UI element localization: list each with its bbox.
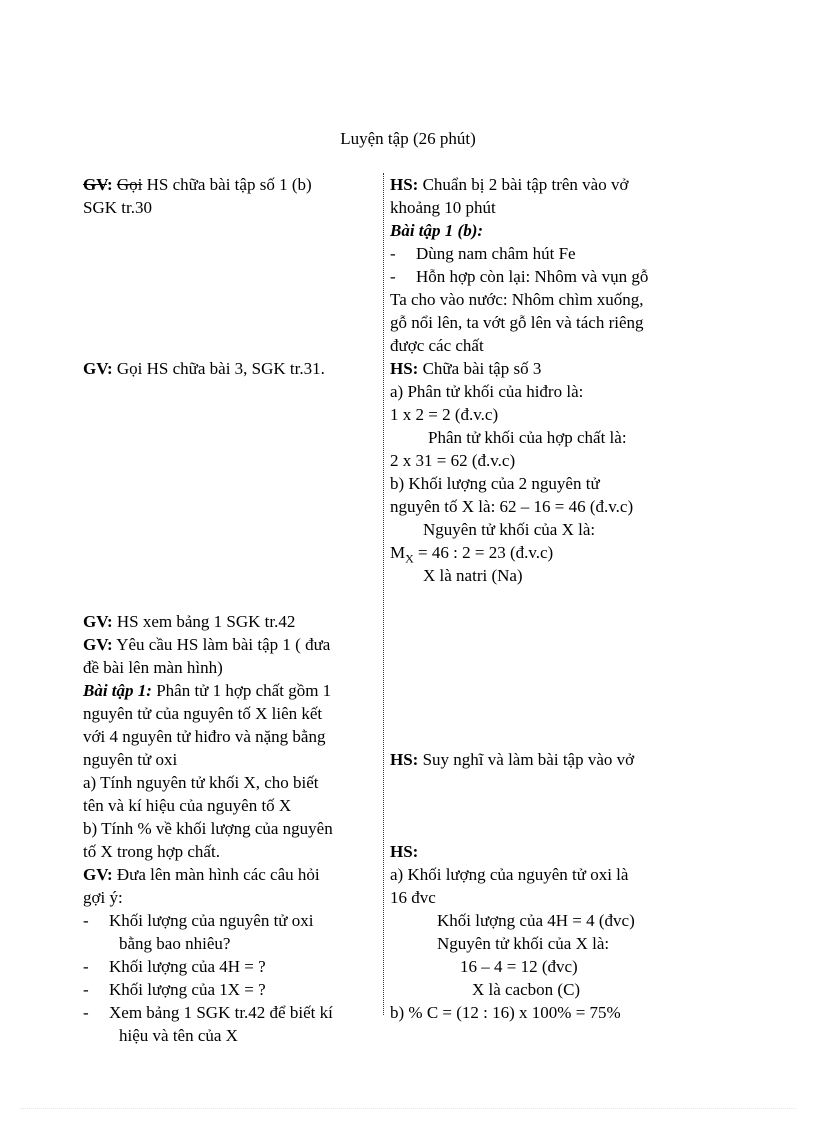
student-column [390, 173, 690, 1024]
right-line-11: 1 x 2 = 2 (đ.v.c) [390, 405, 499, 424]
bullet-2-text: Khối lượng của 4H = ? [109, 957, 266, 976]
dash-marker: - [83, 1003, 89, 1022]
right-line-7: gỗ nổi lên, ta vớt gỗ lên và tách riêng [390, 313, 644, 332]
left-line-3 [83, 357, 375, 380]
right-line-1 [390, 173, 690, 196]
gv-colon: : [106, 175, 113, 194]
exercise-label: Bài tập 1: [83, 681, 152, 700]
dash-marker: - [83, 957, 89, 976]
right-line-13: 2 x 31 = 62 (đ.v.c) [390, 451, 516, 470]
left-line-4-text: HS xem bảng 1 SGK tr.42 [112, 612, 296, 631]
left-line-12: tên và kí hiệu của nguyên tố X [83, 796, 292, 815]
right-line-19 [390, 748, 690, 771]
right-line-12: Phân tử khối của hợp chất là: [428, 428, 627, 447]
hs-label: HS: [390, 359, 419, 378]
right-line-15: nguyên tố X là: 62 – 16 = 46 (đ.v.c) [390, 497, 634, 516]
left-line-11: a) Tính nguyên tử khối X, cho biết [83, 773, 319, 792]
left-line-13: b) Tính % về khối lượng của nguyên [83, 819, 333, 838]
left-line-16: gợi ý: [83, 888, 123, 907]
dash-marker: - [83, 980, 89, 999]
left-line-1 [83, 173, 375, 196]
right-line-17 [390, 541, 690, 564]
left-line-9: với 4 nguyên tử hiđro và nặng bằng [83, 727, 326, 746]
hs-label: HS: [390, 842, 419, 861]
gv-label: GV: [83, 865, 113, 884]
left-line-8: nguyên tử của nguyên tố X liên kết [83, 704, 323, 723]
bullet-2 [83, 955, 375, 978]
left-line-14: tố X trong hợp chất. [83, 842, 220, 861]
right-bullet-1-text: Dùng nam châm hút Fe [416, 244, 576, 263]
left-line-5-text: Yêu cầu HS làm bài tập 1 ( đưa [112, 635, 331, 654]
page-bottom-rule [20, 1108, 796, 1109]
right-line-9-text: Chữa bài tập số 3 [418, 359, 542, 378]
right-line-1-text: Chuẩn bị 2 bài tập trên vào vở [418, 175, 629, 194]
right-bullet-1 [390, 242, 690, 265]
left-line-7-text: Phân tử 1 hợp chất gồm 1 [151, 681, 332, 700]
bullet-3-text: Khối lượng của 1X = ? [109, 980, 266, 999]
left-line-6: đề bài lên màn hình) [83, 658, 223, 677]
gv-label: GV: [83, 635, 113, 654]
left-line-4 [83, 610, 375, 633]
right-line-25: 16 – 4 = 12 (đvc) [460, 957, 578, 976]
right-line-6: Ta cho vào nước: Nhôm chìm xuống, [390, 290, 644, 309]
page-title: Luyện tập (26 phút) [340, 129, 476, 148]
gv-label-struck: GV [83, 175, 107, 194]
bullet-1-cont: bằng bao nhiêu? [119, 934, 231, 953]
left-line-15 [83, 863, 375, 886]
goi-struck: Gọi [116, 175, 143, 194]
right-line-23: Khối lượng của 4H = 4 (đvc) [437, 911, 635, 930]
bullet-4-text: Xem bảng 1 SGK tr.42 để biết kí [109, 1003, 333, 1022]
right-line-14: b) Khối lượng của 2 nguyên tử [390, 474, 600, 493]
left-line-7 [83, 679, 375, 702]
right-line-18: X là natri (Na) [423, 566, 523, 585]
bullet-4-cont: hiệu và tên của X [119, 1026, 238, 1045]
gv-label: GV: [83, 612, 113, 631]
left-line-2: SGK tr.30 [83, 198, 152, 217]
right-line-16: Nguyên tử khối của X là: [423, 520, 596, 539]
mass-subscript: X [405, 551, 414, 566]
right-line-22: 16 đvc [390, 888, 436, 907]
mass-symbol: M [390, 543, 406, 562]
right-line-2: khoảng 10 phút [390, 198, 496, 217]
dash-marker: - [390, 244, 396, 263]
hs-label: HS: [390, 750, 419, 769]
hs-label: HS: [390, 175, 419, 194]
exercise-1b-heading: Bài tập 1 (b): [390, 221, 484, 240]
teacher-column [83, 173, 375, 1047]
right-line-19-text: Suy nghĩ và làm bài tập vào vở [418, 750, 635, 769]
left-line-10: nguyên tử oxi [83, 750, 178, 769]
column-divider [383, 173, 385, 1015]
right-line-21: a) Khối lượng của nguyên tử oxi là [390, 865, 629, 884]
right-line-9 [390, 357, 690, 380]
dash-marker: - [83, 911, 89, 930]
bullet-4 [83, 1001, 375, 1024]
bullet-1 [83, 909, 375, 932]
left-line-1-text: HS chữa bài tập số 1 (b) [142, 175, 312, 194]
right-line-10: a) Phân tử khối của hiđro là: [390, 382, 584, 401]
left-line-15-text: Đưa lên màn hình các câu hỏi [112, 865, 320, 884]
gv-label: GV: [83, 359, 113, 378]
dash-marker: - [390, 267, 396, 286]
left-line-5 [83, 633, 375, 656]
right-bullet-2 [390, 265, 690, 288]
bullet-3 [83, 978, 375, 1001]
right-line-27: b) % C = (12 : 16) x 100% = 75% [390, 1003, 621, 1022]
right-bullet-2-text: Hỗn hợp còn lại: Nhôm và vụn gỗ [416, 267, 649, 286]
bullet-1-text: Khối lượng của nguyên tử oxi [109, 911, 314, 930]
right-line-24: Nguyên tử khối của X là: [437, 934, 610, 953]
left-line-3-text: Gọi HS chữa bài 3, SGK tr.31. [112, 359, 325, 378]
right-line-26: X là cacbon (C) [472, 980, 581, 999]
right-line-17-text: = 46 : 2 = 23 (đ.v.c) [413, 543, 554, 562]
right-line-8: được các chất [390, 336, 484, 355]
